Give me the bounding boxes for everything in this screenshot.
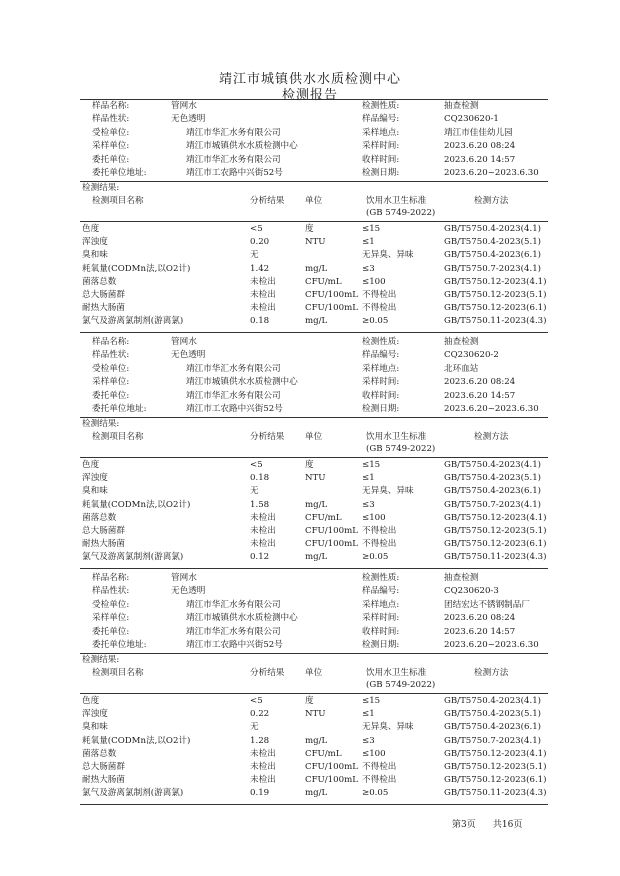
value-test-date: 2023.6.20~2023.6.30 — [444, 404, 539, 414]
label-sampling-unit: 采样单位: — [92, 377, 130, 388]
label-sample-no: 样品编号: — [362, 350, 400, 361]
label-client-address: 委托单位地址: — [92, 640, 147, 650]
value-client-address: 靖江市工农路中兴街52号 — [186, 640, 283, 650]
cell-item: 菌落总数 — [82, 276, 117, 287]
cell-unit: CFU/100mL — [305, 762, 358, 772]
header-divider — [80, 457, 548, 458]
cell-result: 未检出 — [250, 276, 276, 287]
cell-result: <5 — [250, 224, 263, 234]
value-sampling-site: 靖江市佳佳幼儿园 — [444, 127, 513, 138]
block-bottom-rule — [80, 568, 548, 569]
cell-standard: ≤1 — [362, 237, 375, 248]
value-sampling-site: 团结宏达不锈钢制品厂 — [444, 599, 530, 610]
col-unit: 单位 — [305, 196, 323, 206]
cell-method: GB/T5750.12-2023(6.1) — [444, 775, 547, 786]
cell-item: 色度 — [82, 224, 100, 234]
label-client-unit: 委托单位: — [92, 390, 130, 401]
col-method: 检测方法 — [474, 432, 509, 442]
cell-result: 无 — [250, 250, 259, 261]
cell-standard: ≥0.05 — [362, 316, 389, 327]
label-sampling-unit: 采样单位: — [92, 613, 130, 624]
col-standard: 饮用水卫生标准 — [366, 196, 427, 206]
value-entrusted-unit: 靖江市华汇水务有限公司 — [186, 127, 281, 138]
page-number — [452, 817, 522, 830]
cell-item: 色度 — [82, 696, 100, 706]
value-client-unit: 靖江市华汇水务有限公司 — [186, 626, 281, 637]
cell-standard: 无异臭、异味 — [362, 486, 414, 497]
cell-unit: CFU/100mL — [305, 303, 358, 314]
title-rule — [80, 99, 548, 100]
info-divider — [80, 653, 548, 654]
cell-item: 臭和味 — [82, 486, 108, 497]
cell-unit: CFU/100mL — [305, 526, 358, 536]
cell-method: GB/T5750.12-2023(4.1) — [444, 748, 547, 759]
cell-item: 臭和味 — [82, 722, 108, 733]
header-divider — [80, 693, 548, 694]
cell-standard: ≤15 — [362, 460, 381, 470]
cell-method: GB/T5750.4-2023(6.1) — [444, 722, 542, 733]
value-sampling-unit: 靖江市城镇供水水质检测中心 — [186, 377, 298, 388]
cell-method: GB/T5750.4-2023(4.1) — [444, 460, 542, 470]
label-sample-trait: 样品性状: — [92, 350, 130, 361]
label-entrusted-unit: 受检单位: — [92, 363, 130, 374]
cell-standard: ≥0.05 — [362, 552, 389, 563]
results-label: 检测结果: — [82, 183, 120, 193]
label-test-nature: 检测性质: — [362, 101, 400, 111]
page-total: 共16页 — [492, 820, 523, 830]
col-standard: 饮用水卫生标准 — [366, 432, 427, 442]
label-sample-no: 样品编号: — [362, 114, 400, 125]
page-current: 第3页 — [452, 820, 476, 830]
cell-standard: ≤15 — [362, 696, 381, 706]
cell-item: 耐热大肠菌 — [82, 775, 125, 786]
cell-unit: mg/L — [305, 263, 328, 274]
label-sampling-site: 采样地点: — [362, 127, 400, 138]
value-sampling-unit: 靖江市城镇供水水质检测中心 — [186, 613, 298, 624]
cell-method: GB/T5750.4-2023(4.1) — [444, 224, 542, 234]
cell-item: 浑浊度 — [82, 473, 108, 484]
label-test-nature: 检测性质: — [362, 573, 400, 583]
col-unit: 单位 — [305, 432, 323, 442]
cell-result: 未检出 — [250, 775, 276, 786]
cell-method: GB/T5750.11-2023(4.3) — [444, 316, 547, 327]
block-bottom-rule — [80, 332, 548, 333]
col-method: 检测方法 — [474, 668, 509, 678]
value-sample-no: CQ230620-1 — [444, 114, 499, 125]
cell-item: 氯气及游离氯制剂(游离氯) — [82, 316, 184, 327]
cell-item: 菌落总数 — [82, 512, 117, 523]
value-client-unit: 靖江市华汇水务有限公司 — [186, 390, 281, 401]
value-sampling-unit: 靖江市城镇供水水质检测中心 — [186, 141, 298, 152]
cell-method: GB/T5750.7-2023(4.1) — [444, 735, 542, 746]
value-sampling-time: 2023.6.20 08:24 — [444, 141, 516, 152]
value-receive-time: 2023.6.20 14:57 — [444, 154, 516, 165]
value-sample-trait: 无色透明 — [171, 586, 206, 597]
cell-item: 耐热大肠菌 — [82, 539, 125, 550]
label-receive-time: 收样时间: — [362, 154, 400, 165]
cell-item: 耗氧量(CODMn法,以O2计) — [82, 263, 191, 274]
cell-result: 未检出 — [250, 290, 276, 300]
label-client-address: 委托单位地址: — [92, 404, 147, 414]
col-item: 检测项目名称 — [92, 196, 144, 206]
cell-standard: ≤15 — [362, 224, 381, 234]
label-sample-trait: 样品性状: — [92, 114, 130, 125]
cell-result: 0.12 — [250, 552, 270, 563]
value-client-address: 靖江市工农路中兴街52号 — [186, 404, 283, 414]
cell-method: GB/T5750.12-2023(5.1) — [444, 290, 547, 300]
value-test-date: 2023.6.20~2023.6.30 — [444, 168, 539, 178]
label-test-date: 检测日期: — [362, 168, 400, 178]
label-test-date: 检测日期: — [362, 404, 400, 414]
cell-unit: NTU — [305, 473, 326, 484]
cell-standard: ≤100 — [362, 512, 386, 523]
col-standard: 饮用水卫生标准 — [366, 668, 427, 678]
label-client-unit: 委托单位: — [92, 154, 130, 165]
info-divider — [80, 417, 548, 418]
label-sampling-site: 采样地点: — [362, 363, 400, 374]
cell-result: 未检出 — [250, 303, 276, 314]
cell-unit: mg/L — [305, 552, 328, 563]
cell-unit: CFU/100mL — [305, 290, 358, 300]
results-label: 检测结果: — [82, 419, 120, 429]
col-item: 检测项目名称 — [92, 432, 144, 442]
cell-method: GB/T5750.12-2023(6.1) — [444, 539, 547, 550]
cell-unit: mg/L — [305, 316, 328, 327]
cell-standard: ≤3 — [362, 735, 375, 746]
cell-item: 色度 — [82, 460, 100, 470]
label-client-unit: 委托单位: — [92, 626, 130, 637]
cell-result: 0.18 — [250, 316, 270, 327]
cell-result: 未检出 — [250, 512, 276, 523]
cell-method: GB/T5750.4-2023(6.1) — [444, 486, 542, 497]
cell-unit: NTU — [305, 237, 326, 248]
label-sample-no: 样品编号: — [362, 586, 400, 597]
cell-item: 浑浊度 — [82, 709, 108, 720]
cell-result: 0.19 — [250, 788, 270, 799]
cell-unit: 度 — [305, 224, 314, 234]
cell-standard: ≤1 — [362, 709, 375, 720]
col-result: 分析结果 — [250, 668, 285, 678]
label-sampling-unit: 采样单位: — [92, 141, 130, 152]
col-standard-code: (GB 5749-2022) — [366, 208, 436, 218]
cell-item: 总大肠菌群 — [82, 762, 125, 772]
cell-result: 未检出 — [250, 748, 276, 759]
value-sampling-time: 2023.6.20 08:24 — [444, 377, 516, 388]
label-sampling-time: 采样时间: — [362, 141, 400, 152]
cell-standard: 不得检出 — [362, 526, 397, 536]
cell-result: 1.58 — [250, 499, 270, 510]
value-sampling-site: 北环血站 — [444, 363, 479, 374]
cell-unit: 度 — [305, 460, 314, 470]
cell-item: 总大肠菌群 — [82, 290, 125, 300]
value-sample-trait: 无色透明 — [171, 114, 206, 125]
value-sample-name: 管网水 — [171, 101, 197, 111]
cell-standard: 无异臭、异味 — [362, 250, 414, 261]
value-client-address: 靖江市工农路中兴街52号 — [186, 168, 283, 178]
cell-method: GB/T5750.7-2023(4.1) — [444, 499, 542, 510]
cell-method: GB/T5750.11-2023(4.3) — [444, 552, 547, 563]
cell-item: 氯气及游离氯制剂(游离氯) — [82, 788, 184, 799]
value-sample-no: CQ230620-2 — [444, 350, 499, 361]
cell-result: 1.42 — [250, 263, 270, 274]
cell-item: 总大肠菌群 — [82, 526, 125, 536]
cell-unit: mg/L — [305, 735, 328, 746]
col-result: 分析结果 — [250, 432, 285, 442]
cell-method: GB/T5750.4-2023(5.1) — [444, 709, 542, 720]
cell-method: GB/T5750.4-2023(5.1) — [444, 237, 542, 248]
label-sample-name: 样品名称: — [92, 573, 130, 583]
cell-method: GB/T5750.12-2023(4.1) — [444, 512, 547, 523]
cell-result: 0.20 — [250, 237, 270, 248]
label-receive-time: 收样时间: — [362, 390, 400, 401]
cell-standard: 不得检出 — [362, 762, 397, 772]
value-sample-name: 管网水 — [171, 337, 197, 347]
col-result: 分析结果 — [250, 196, 285, 206]
report-title: 检测报告 — [281, 88, 338, 103]
value-sample-no: CQ230620-3 — [444, 586, 499, 597]
value-entrusted-unit: 靖江市华汇水务有限公司 — [186, 363, 281, 374]
cell-item: 菌落总数 — [82, 748, 117, 759]
value-test-nature: 抽查检测 — [444, 573, 479, 583]
col-standard-code: (GB 5749-2022) — [366, 680, 436, 690]
cell-method: GB/T5750.7-2023(4.1) — [444, 263, 542, 274]
cell-method: GB/T5750.12-2023(4.1) — [444, 276, 547, 287]
cell-result: 1.28 — [250, 735, 270, 746]
cell-unit: mg/L — [305, 788, 328, 799]
label-entrusted-unit: 受检单位: — [92, 599, 130, 610]
cell-standard: ≤100 — [362, 748, 386, 759]
cell-unit: 度 — [305, 696, 314, 706]
cell-standard: ≤3 — [362, 499, 375, 510]
cell-standard: 不得检出 — [362, 303, 397, 314]
cell-method: GB/T5750.4-2023(4.1) — [444, 696, 542, 706]
cell-result: <5 — [250, 696, 263, 706]
info-divider — [80, 181, 548, 182]
label-sampling-time: 采样时间: — [362, 377, 400, 388]
value-sample-trait: 无色透明 — [171, 350, 206, 361]
cell-standard: ≥0.05 — [362, 788, 389, 799]
cell-standard: ≤100 — [362, 276, 386, 287]
cell-method: GB/T5750.12-2023(5.1) — [444, 526, 547, 536]
cell-item: 耐热大肠菌 — [82, 303, 125, 314]
header-divider — [80, 221, 548, 222]
cell-standard: ≤3 — [362, 263, 375, 274]
cell-result: 未检出 — [250, 526, 276, 536]
cell-unit: CFU/mL — [305, 276, 342, 287]
cell-standard: ≤1 — [362, 473, 375, 484]
block-bottom-rule — [80, 804, 548, 805]
label-sample-name: 样品名称: — [92, 337, 130, 347]
cell-result: 无 — [250, 486, 259, 497]
cell-item: 浑浊度 — [82, 237, 108, 248]
label-sampling-time: 采样时间: — [362, 613, 400, 624]
cell-result: 无 — [250, 722, 259, 733]
cell-item: 臭和味 — [82, 250, 108, 261]
label-sample-trait: 样品性状: — [92, 586, 130, 597]
cell-standard: 不得检出 — [362, 290, 397, 300]
cell-item: 耗氧量(CODMn法,以O2计) — [82, 735, 191, 746]
cell-result: 未检出 — [250, 762, 276, 772]
cell-method: GB/T5750.4-2023(5.1) — [444, 473, 542, 484]
cell-method: GB/T5750.4-2023(6.1) — [444, 250, 542, 261]
cell-standard: 不得检出 — [362, 775, 397, 786]
label-client-address: 委托单位地址: — [92, 168, 147, 178]
cell-result: <5 — [250, 460, 263, 470]
value-receive-time: 2023.6.20 14:57 — [444, 390, 516, 401]
cell-unit: mg/L — [305, 499, 328, 510]
value-test-nature: 抽查检测 — [444, 337, 479, 347]
value-receive-time: 2023.6.20 14:57 — [444, 626, 516, 637]
cell-method: GB/T5750.11-2023(4.3) — [444, 788, 547, 799]
label-test-date: 检测日期: — [362, 640, 400, 650]
value-sampling-time: 2023.6.20 08:24 — [444, 613, 516, 624]
label-sample-name: 样品名称: — [92, 101, 130, 111]
value-sample-name: 管网水 — [171, 573, 197, 583]
label-receive-time: 收样时间: — [362, 626, 400, 637]
cell-unit: CFU/100mL — [305, 775, 358, 786]
cell-method: GB/T5750.12-2023(6.1) — [444, 303, 547, 314]
label-sampling-site: 采样地点: — [362, 599, 400, 610]
cell-standard: 不得检出 — [362, 539, 397, 550]
cell-result: 未检出 — [250, 539, 276, 550]
value-entrusted-unit: 靖江市华汇水务有限公司 — [186, 599, 281, 610]
cell-result: 0.18 — [250, 473, 270, 484]
cell-unit: CFU/100mL — [305, 539, 358, 550]
results-label: 检测结果: — [82, 655, 120, 665]
label-test-nature: 检测性质: — [362, 337, 400, 347]
col-method: 检测方法 — [474, 196, 509, 206]
col-standard-code: (GB 5749-2022) — [366, 444, 436, 454]
cell-item: 耗氧量(CODMn法,以O2计) — [82, 499, 191, 510]
value-test-nature: 抽查检测 — [444, 101, 479, 111]
cell-unit: CFU/mL — [305, 748, 342, 759]
col-item: 检测项目名称 — [92, 668, 144, 678]
value-client-unit: 靖江市华汇水务有限公司 — [186, 154, 281, 165]
org-title: 靖江市城镇供水水质检测中心 — [218, 72, 401, 87]
cell-method: GB/T5750.12-2023(5.1) — [444, 762, 547, 772]
label-entrusted-unit: 受检单位: — [92, 127, 130, 138]
col-unit: 单位 — [305, 668, 323, 678]
cell-item: 氯气及游离氯制剂(游离氯) — [82, 552, 184, 563]
cell-unit: NTU — [305, 709, 326, 720]
cell-standard: 无异臭、异味 — [362, 722, 414, 733]
value-test-date: 2023.6.20~2023.6.30 — [444, 640, 539, 650]
cell-unit: CFU/mL — [305, 512, 342, 523]
cell-result: 0.22 — [250, 709, 270, 720]
